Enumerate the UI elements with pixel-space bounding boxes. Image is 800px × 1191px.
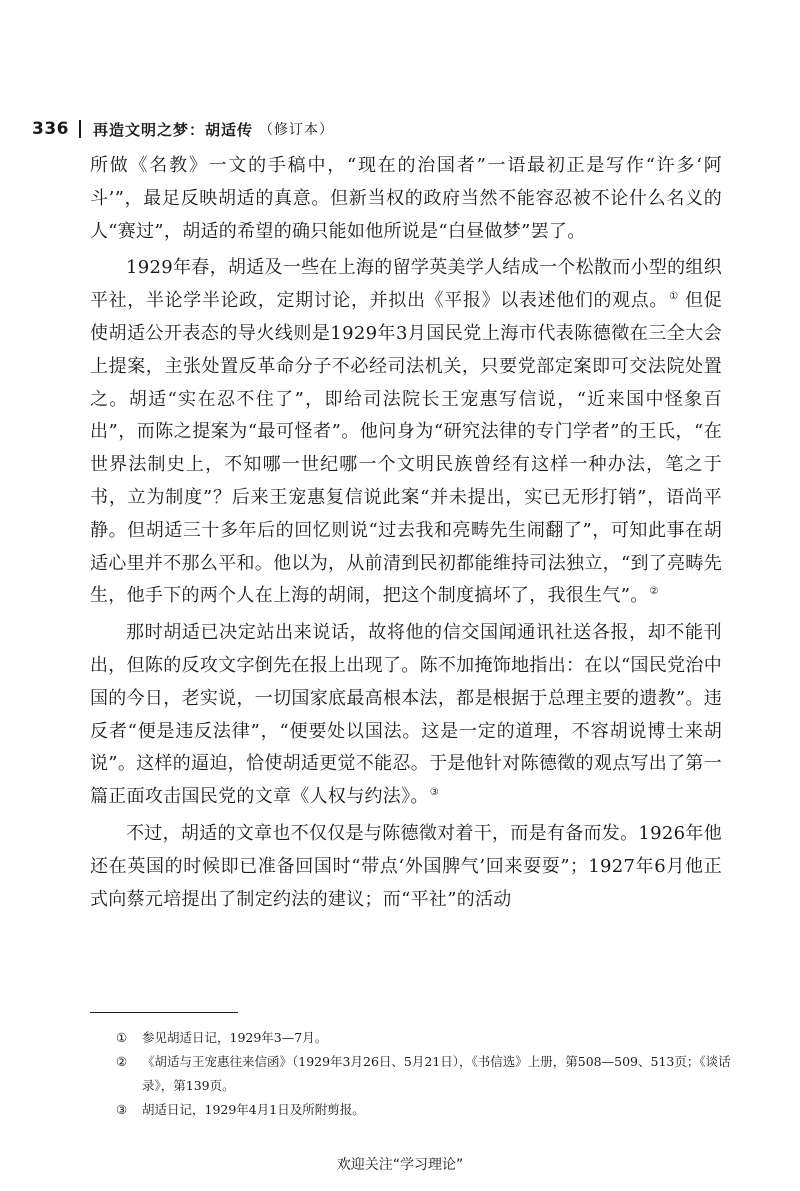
footnote-2 — [116, 1050, 736, 1098]
paragraph-4 — [90, 818, 722, 916]
footnote-mark: ③ — [116, 1102, 128, 1117]
footnote-ref-1[interactable]: ① — [669, 291, 679, 303]
paragraph-text: 但促使胡适公开表态的导火线则是1929年3月国民党上海市代表陈德徵在三全大会上提案，主张处置反革命分子不必经司法机关，只要党部定案即可交法院处置之。胡适“实在忍不住了”，即给司法院长王宠惠写信说，“近来国中怪象百出”，而陈之提案为“最可怪者”。他问身为“研究法律的专门学者”的王氏，“在世界法制史上，不知哪一世纪哪一个文明民族曾经有这样一种办法，笔之于书，立为制度”？后来王宠惠复信说此案“并未提出，实已无形打销”，语尚平静。但胡适三十多年后的回忆则说“过去我和亮畴先生闹翻了”，可知此事在胡适心里并不那么平和。他以为，从前清到民初都能维持司法独立，“到了亮畴先生，他手下的两个人在上海的胡闹，把这个制度搞坏了，我很生气”。 — [90, 290, 723, 607]
footnotes — [116, 1026, 736, 1122]
footnote-ref-2[interactable]: ② — [649, 586, 659, 598]
paragraph-text: 所做《名教》一文的手稿中，“现在的治国者”一语最初正是写作“许多‘阿斗’”，最足反映胡适的真意。但新当权的政府当然不能容忍被不论什么名义的人“赛过”，胡适的希望的确只能如他所说是“白昼做梦”罢了。 — [90, 155, 722, 242]
footnote-mark: ② — [116, 1054, 128, 1069]
running-header — [32, 118, 334, 140]
page-footer: 欢迎关注“学习理论” — [336, 1157, 464, 1173]
footnote-3 — [116, 1098, 736, 1122]
book-title: 再造文明之梦：胡适传 — [93, 120, 254, 139]
footnote-text: 胡适日记，1929年4月1日及所附剪报。 — [142, 1102, 365, 1117]
header-divider — [79, 120, 81, 138]
page-number: 336 — [32, 119, 69, 139]
paragraph-2 — [90, 252, 722, 613]
paragraph-text: 那时胡适已决定站出来说话，故将他的信交国闻通讯社送各报，却不能刊出，但陈的反攻文字倒先在报上出现了。陈不加掩饰地指出：在以“国民党治中国的今日，老实说，一切国家底最高根本法，都是根据于总理主要的遗教”。违反者“便是违反法律”，“便要处以国法。这是一定的道理，不容胡说博士来胡说”。这样的逼迫，恰使胡适更觉不能忍。于是他针对陈德徵的观点写出了第一篇正面攻击国民党的文章《人权与约法》。 — [90, 622, 722, 808]
footnote-divider — [90, 1012, 238, 1013]
footnote-1 — [116, 1026, 736, 1050]
paragraph-text: 1929年春，胡适及一些在上海的留学英美学人结成一个松散而小型的组织平社，半论学半论政，定期讨论，并拟出《平报》以表述他们的观点。 — [90, 257, 723, 312]
footnote-ref-3[interactable]: ③ — [429, 787, 439, 799]
body-text — [90, 150, 722, 920]
footnote-mark: ① — [116, 1030, 128, 1045]
paragraph-3 — [90, 617, 722, 814]
footnote-text: 参见胡适日记，1929年3—7月。 — [142, 1030, 328, 1045]
footnote-text: 《胡适与王宠惠往来信函》（1929年3月26日、5月21日），《书信选》上册，第508—509、513页；《谈话录》，第139页。 — [142, 1054, 731, 1093]
paragraph-1 — [90, 150, 722, 248]
paragraph-text: 不过，胡适的文章也不仅仅是与陈德徵对着干，而是有备而发。1926年他还在英国的时候即已准备回国时“带点‘外国脾气’回来耍耍”；1927年6月他正式向蔡元培提出了制定约法的建议；而“平社”的活动 — [90, 822, 723, 910]
book-edition: （修订本） — [259, 122, 335, 138]
